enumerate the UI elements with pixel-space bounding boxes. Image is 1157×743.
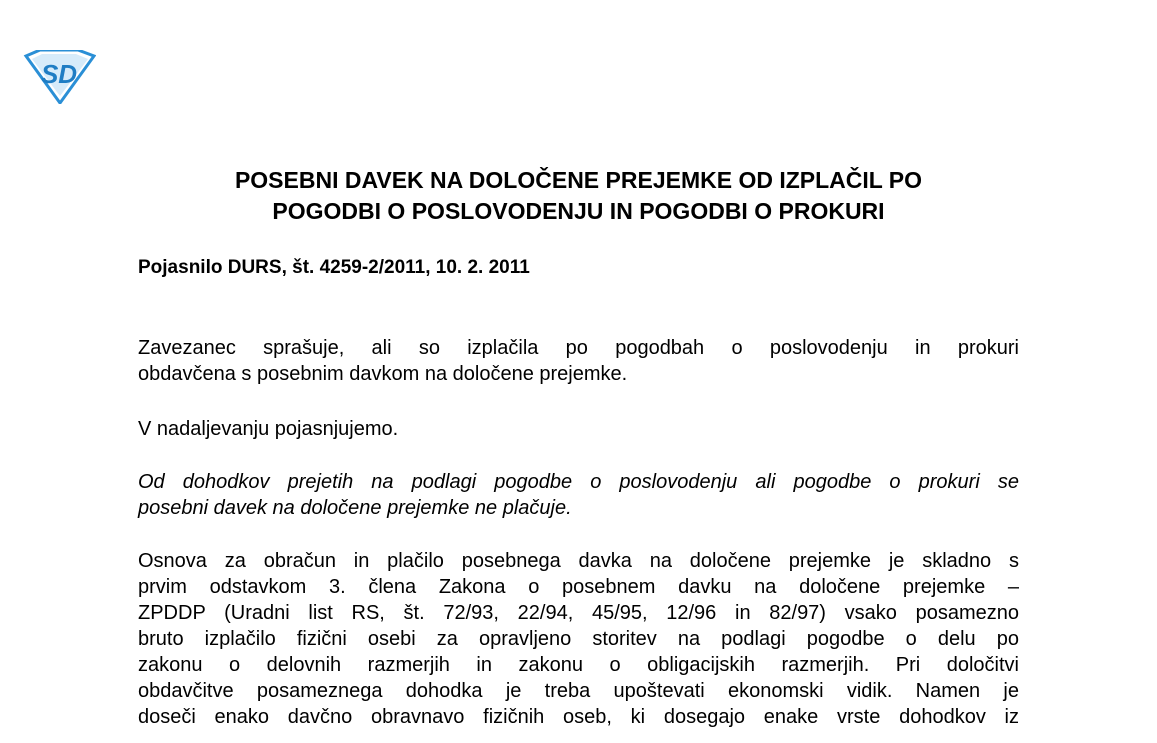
- document-subtitle: Pojasnilo DURS, št. 4259-2/2011, 10. 2. 2011: [138, 257, 530, 278]
- paragraph-line: doseči enako davčno obravnavo fizičnih oseb, ki dosegajo enake vrste dohodkov iz: [138, 706, 1019, 728]
- title-line-2: POGODBI O POSLOVODENJU IN POGODBI O PROKURI: [272, 198, 885, 224]
- document-title: [0, 165, 1157, 227]
- paragraph-line: zakonu o delovnih razmerjih in zakonu o obligacijskih razmerjih. Pri določitvi: [138, 654, 1019, 676]
- paragraph-line: prvim odstavkom 3. člena Zakona o posebnem davku na določene prejemke –: [138, 576, 1019, 598]
- paragraph-explanation: [138, 548, 1019, 730]
- paragraph-line: Od dohodkov prejetih na podlagi pogodbe o poslovodenju ali pogodbe o prokuri se: [138, 471, 1019, 493]
- paragraph-line: Zavezanec sprašuje, ali so izplačila po pogodbah o poslovodenju in prokuri: [138, 337, 1019, 359]
- paragraph-answer: [138, 469, 1019, 521]
- sd-shield-logo-icon: [22, 50, 96, 104]
- paragraph-question: [138, 335, 1019, 387]
- paragraph-line: bruto izplačilo fizični osebi za opravljeno storitev na podlagi pogodbe o delu po: [138, 628, 1019, 650]
- paragraph-line: obdavčena s posebnim davkom na določene prejemke.: [138, 363, 628, 385]
- paragraph-intro: [138, 416, 1019, 442]
- paragraph-line: ZPDDP (Uradni list RS, št. 72/93, 22/94, 45/95, 12/96 in 82/97) vsako posamezno: [138, 602, 1019, 624]
- paragraph-line: obdavčitve posameznega dohodka je treba upoštevati ekonomski vidik. Namen je: [138, 680, 1019, 702]
- title-line-1: POSEBNI DAVEK NA DOLOČENE PREJEMKE OD IZPLAČIL PO: [234, 167, 923, 193]
- paragraph-line: posebni davek na določene prejemke ne plačuje.: [138, 497, 572, 519]
- logo-text: SD: [40, 59, 78, 89]
- paragraph-line: V nadaljevanju pojasnjujemo.: [138, 418, 399, 440]
- paragraph-line: Osnova za obračun in plačilo posebnega davka na določene prejemke je skladno s: [138, 550, 1019, 572]
